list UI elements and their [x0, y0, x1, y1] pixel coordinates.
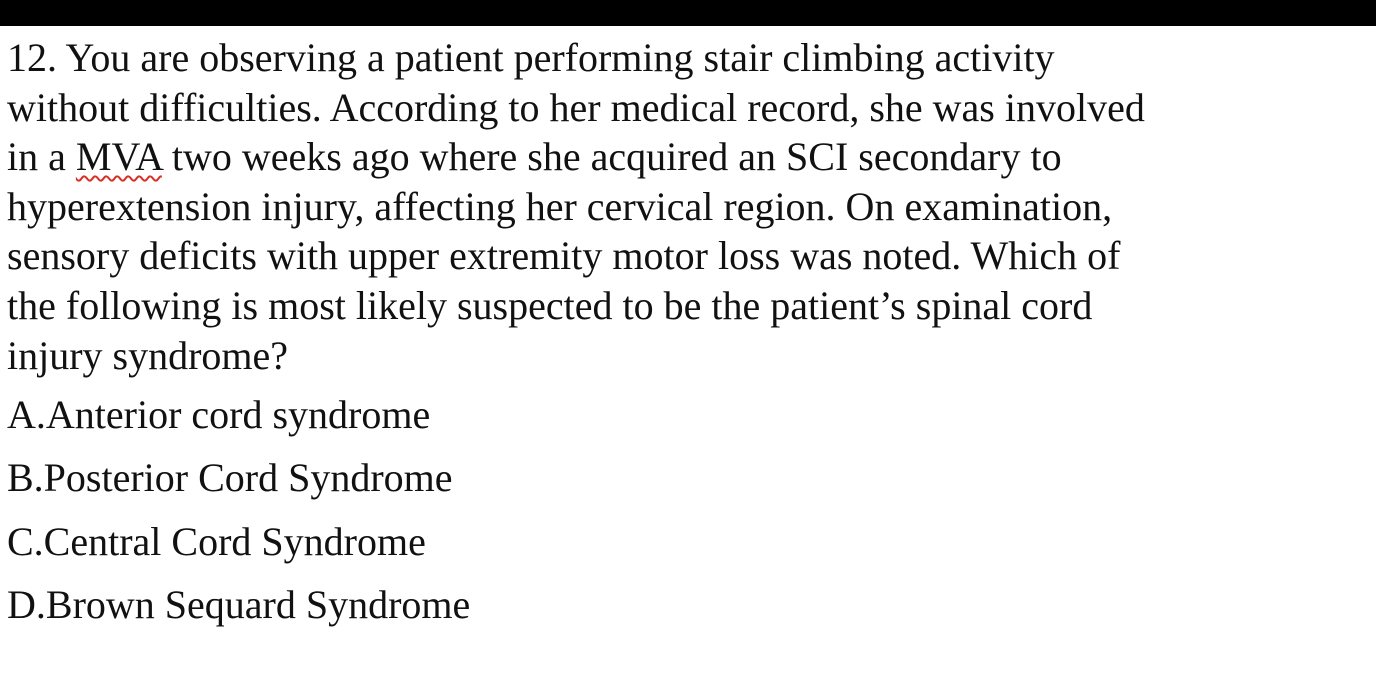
question-line-5: sensory deficits with upper extremity motor loss was noted. Which of	[7, 233, 1121, 279]
question-line-4: hyperextension injury, affecting her cervical region. On examination,	[7, 183, 1113, 229]
option-b[interactable]: B.Posterior Cord Syndrome	[7, 455, 453, 501]
question-line-3-start: in a	[7, 134, 76, 180]
question-line-1: 12. You are observing a patient performing stair climbing activity	[7, 35, 1055, 80]
question-text	[7, 33, 1367, 380]
question-content	[7, 33, 1367, 636]
answer-options	[7, 383, 1367, 636]
option-a[interactable]: A.Anterior cord syndrome	[7, 392, 431, 438]
top-black-bar	[0, 0, 1376, 26]
question-line-6: the following is most likely suspected to be the patient’s spinal cord	[7, 282, 1093, 328]
question-line-3-end: two weeks ago where she acquired an SCI secondary to	[161, 134, 1062, 180]
question-line-7: injury syndrome?	[7, 332, 289, 378]
misspelled-word-mva[interactable]: MVA	[75, 134, 162, 180]
question-line-3	[7, 132, 1367, 182]
question-line-2: without difficulties. According to her medical record, she was involved	[7, 84, 1145, 130]
option-c[interactable]: C.Central Cord Syndrome	[7, 518, 426, 564]
option-d[interactable]: D.Brown Sequard Syndrome	[7, 582, 471, 628]
